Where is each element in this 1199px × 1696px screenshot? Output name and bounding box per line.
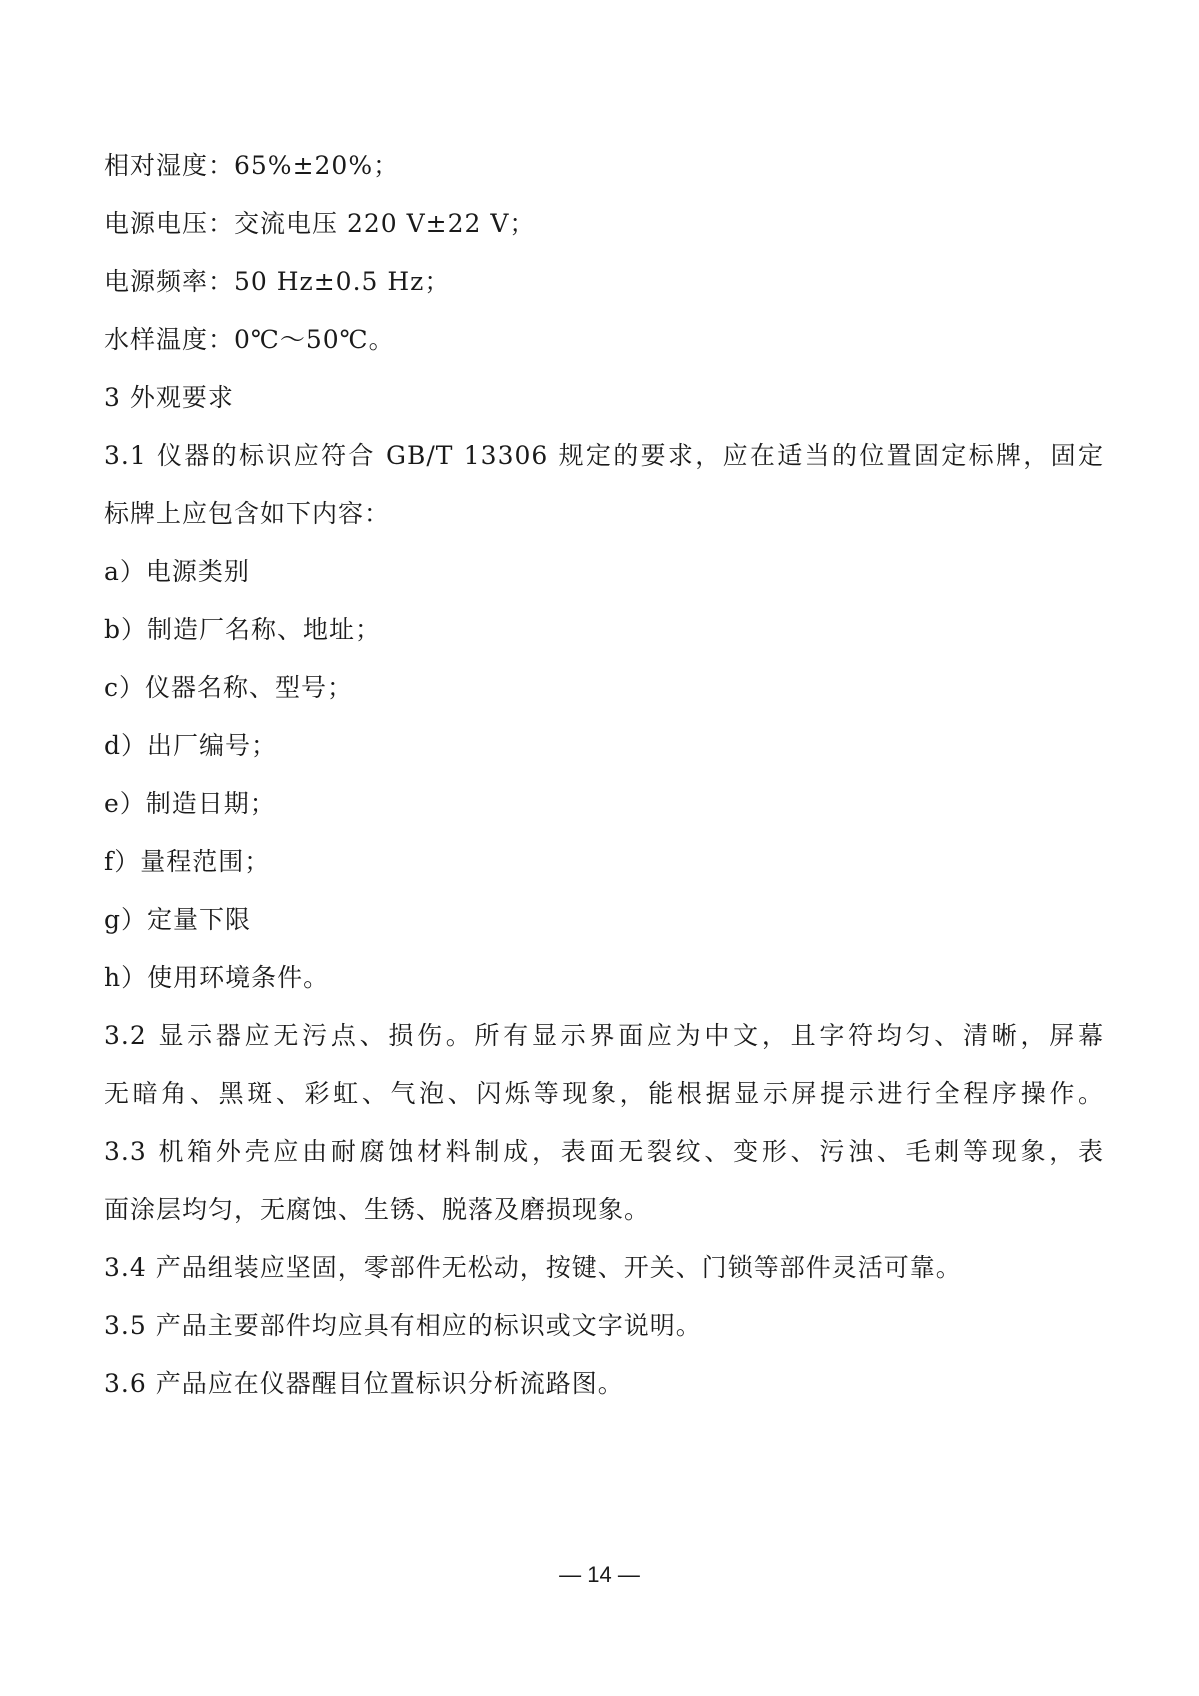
list-item-e: e）制造日期； <box>104 789 276 818</box>
list-item-a: a）电源类别 <box>104 557 250 586</box>
section-heading-appearance: 3 外观要求 <box>104 383 234 412</box>
list-item-h: h）使用环境条件。 <box>104 963 330 992</box>
water-temperature-line: 水样温度：0℃～50℃。 <box>104 325 395 354</box>
clause-3-1-line-1: 3.1 仪器的标识应符合 GB/T 13306 规定的要求，应在适当的位置固定标牌，固定 <box>104 441 1104 470</box>
clause-3-2-line-1: 3.2 显示器应无污点、损伤。所有显示界面应为中文，且字符均匀、清晰，屏幕 <box>104 1021 1104 1050</box>
list-item-d: d）出厂编号； <box>104 731 278 760</box>
list-item-c: c）仪器名称、型号； <box>104 673 354 702</box>
clause-3-1-line-2: 标牌上应包含如下内容： <box>104 499 391 528</box>
clause-3-4: 3.4 产品组装应坚固，零部件无松动，按键、开关、门锁等部件灵活可靠。 <box>104 1253 962 1282</box>
list-item-g: g）定量下限 <box>104 905 252 934</box>
clause-3-5: 3.5 产品主要部件均应具有相应的标识或文字说明。 <box>104 1311 702 1340</box>
frequency-line: 电源频率：50 Hz±0.5 Hz； <box>104 267 451 296</box>
clause-3-3-line-1: 3.3 机箱外壳应由耐腐蚀材料制成，表面无裂纹、变形、污浊、毛刺等现象，表 <box>104 1137 1104 1166</box>
page-number: — 14 — <box>559 1562 640 1587</box>
clause-3-2-line-2: 无暗角、黑斑、彩虹、气泡、闪烁等现象，能根据显示屏提示进行全程序操作。 <box>104 1079 1104 1108</box>
voltage-line: 电源电压：交流电压 220 V±22 V； <box>104 209 536 238</box>
clause-3-3-line-2: 面涂层均匀，无腐蚀、生锈、脱落及磨损现象。 <box>104 1195 651 1224</box>
clause-3-6: 3.6 产品应在仪器醒目位置标识分析流路图。 <box>104 1369 624 1398</box>
list-item-f: f）量程范围； <box>104 847 271 876</box>
humidity-line: 相对湿度：65%±20%； <box>104 151 400 180</box>
list-item-b: b）制造厂名称、地址； <box>104 615 382 644</box>
